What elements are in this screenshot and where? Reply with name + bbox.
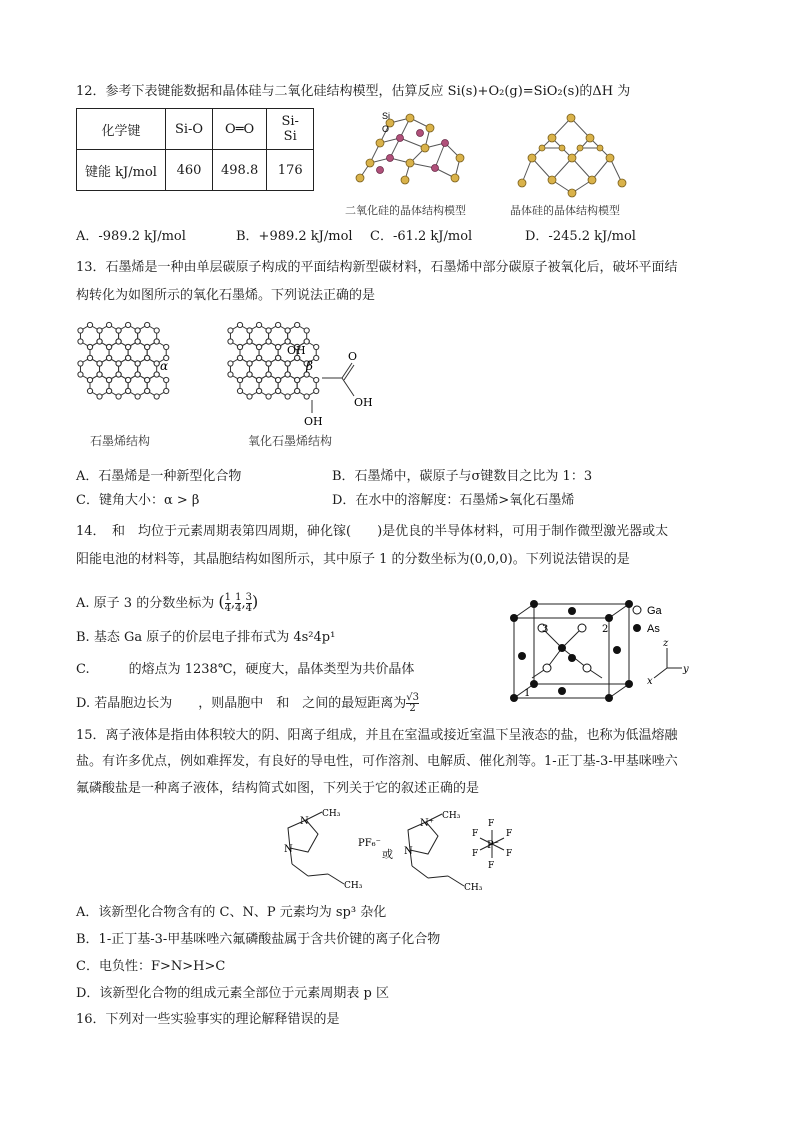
- graphene-oxide-caption: 氧化石墨烯结构: [248, 434, 333, 448]
- carbon-atom: [285, 361, 290, 366]
- carbon-atom: [314, 377, 319, 382]
- q14-stem-line1: 14． 和 均位于元素周期表第四周期，砷化镓( )是优良的半导体材料，可用于制作微型激光器或太: [76, 524, 669, 539]
- q13-stem-line2: 构转化为如图所示的氧化石墨烯。下列说法正确的是: [76, 288, 376, 303]
- carbon-atom: [247, 339, 252, 344]
- carbon-atom: [154, 339, 159, 344]
- carbon-atom: [106, 377, 111, 382]
- carbon-atom: [276, 322, 281, 327]
- carbon-atom: [164, 377, 169, 382]
- carbon-atom: [116, 361, 121, 366]
- carbon-atom: [247, 328, 252, 333]
- carbon-atom: [314, 355, 319, 360]
- f-label: F: [472, 849, 479, 859]
- carbon-ring: [109, 375, 128, 397]
- oh-label-2: OH: [304, 415, 323, 428]
- carbon-atom: [247, 372, 252, 377]
- carbon-atom: [285, 394, 290, 399]
- carbon-atom: [237, 344, 242, 349]
- si-crystal-caption: 晶体硅的晶体结构模型: [510, 204, 620, 217]
- axis-x: x: [647, 676, 653, 687]
- carbon-atom: [154, 361, 159, 366]
- atom-label-3: 3: [542, 624, 549, 635]
- f-label: F: [472, 829, 479, 839]
- carbon-ring: [147, 375, 166, 397]
- carbon-atom: [314, 388, 319, 393]
- carbon-atom: [106, 355, 111, 360]
- carbon-atom: [78, 328, 83, 333]
- carbon-atom: [266, 361, 271, 366]
- carbon-atom: [106, 322, 111, 327]
- q14-option-c[interactable]: C. 的熔点为 1238℃，硬度大，晶体类型为共价晶体: [76, 662, 415, 677]
- q15-stem-line1: 15．离子液体是指由体积较大的阴、阳离子组成，并且在室温或接近室温下呈液态的盐，也称为低温熔融: [76, 728, 678, 743]
- carbon-atom: [276, 388, 281, 393]
- si-crystal-figure: [512, 108, 630, 200]
- carbon-atom: [116, 394, 121, 399]
- p-label: P⁻: [487, 840, 500, 851]
- n-left-top: N: [300, 816, 309, 827]
- carbon-atom: [135, 328, 140, 333]
- carbon-atom: [304, 394, 309, 399]
- q14-option-a-text: A. 原子 3 的分数坐标为: [76, 596, 215, 611]
- bond-energy-table: [76, 108, 314, 191]
- carbon-atom: [78, 339, 83, 344]
- ch3-left: CH₃: [322, 809, 341, 819]
- graphene-figure: [72, 318, 192, 416]
- carbon-atom: [256, 322, 261, 327]
- carbon-atom: [145, 377, 150, 382]
- table-header-cell: 化学键: [77, 109, 166, 150]
- q15-option-a[interactable]: A．该新型化合物含有的 C、N、P 元素均为 sp³ 杂化: [76, 905, 387, 920]
- table-cell: 键能 kJ/mol: [77, 150, 166, 191]
- ionic-liquid-structure-figure: [270, 806, 530, 894]
- q14-option-b[interactable]: B. 基态 Ga 原子的价层电子排布式为 4s²4p¹: [76, 630, 336, 645]
- carbon-atom: [295, 377, 300, 382]
- q12-option-d[interactable]: D．-245.2 kJ/mol: [525, 229, 636, 244]
- q16-stem: 16．下列对一些实验事实的理论解释错误的是: [76, 1012, 340, 1027]
- or-label: 或: [382, 848, 393, 861]
- q15-option-c[interactable]: C．电负性：F>N>H>C: [76, 959, 226, 974]
- f-label: F: [506, 849, 513, 859]
- carbon-atom: [126, 344, 131, 349]
- carbon-atom: [145, 322, 150, 327]
- atom-label-1: 1: [524, 688, 531, 699]
- f-label: F: [488, 819, 495, 829]
- q15-stem-line2: 盐。有许多优点，例如难挥发，有良好的导电性，可作溶剂、电解质、催化剂等。1-正丁基-3-甲基咪唑六: [76, 754, 678, 769]
- carbon-atom: [276, 344, 281, 349]
- n-right-top: N⁺: [420, 818, 435, 829]
- carbon-atom: [87, 322, 92, 327]
- axis-y: y: [683, 664, 689, 675]
- carbon-atom: [135, 372, 140, 377]
- carbon-atom: [247, 361, 252, 366]
- carbon-atom: [154, 394, 159, 399]
- carbon-ring: [240, 375, 259, 397]
- carbon-atom: [256, 344, 261, 349]
- carbon-atom: [256, 355, 261, 360]
- oh-label-1: OH: [287, 344, 306, 357]
- carbon-atom: [276, 355, 281, 360]
- carbon-atom: [87, 377, 92, 382]
- table-cell: 460: [166, 150, 213, 191]
- carbon-atom: [145, 388, 150, 393]
- graphene-caption: 石墨烯结构: [90, 434, 151, 448]
- q14-stem-line2: 阳能电池的材料等，其晶胞结构如图所示，其中原子 1 的分数坐标为(0,0,0)。下列说法错误的是: [76, 552, 630, 567]
- carbon-atom: [295, 388, 300, 393]
- q14-option-d[interactable]: D. 若晶胞边长为 ，则晶胞中 和 之间的最短距离为 $\frac{√3}{2}$: [76, 692, 419, 714]
- carbon-atom: [116, 328, 121, 333]
- legend-ga: Ga: [647, 605, 662, 617]
- carbon-atom: [97, 394, 102, 399]
- carbon-atom: [106, 344, 111, 349]
- carbon-atom: [116, 339, 121, 344]
- o-label: O: [348, 350, 358, 363]
- f-label: F: [506, 829, 513, 839]
- carbon-atom: [97, 328, 102, 333]
- carbon-atom: [135, 339, 140, 344]
- carbon-atom: [266, 328, 271, 333]
- carbon-atom: [228, 361, 233, 366]
- gaas-unit-cell-figure: [502, 598, 692, 708]
- q12-option-b[interactable]: B．+989.2 kJ/mol: [236, 229, 353, 244]
- carbon-atom: [97, 339, 102, 344]
- carbon-atom: [228, 372, 233, 377]
- carbon-atom: [266, 339, 271, 344]
- cooh-oh-label: OH: [354, 396, 373, 409]
- o-label: O: [382, 124, 390, 134]
- carbon-atom: [135, 361, 140, 366]
- f-label: F: [488, 861, 495, 871]
- n-right-bot: N: [404, 846, 413, 857]
- table-header-cell: Si-O: [166, 109, 213, 150]
- tail-right: CH₃: [464, 883, 483, 893]
- table-cell: 498.8: [213, 150, 267, 191]
- q13-option-a[interactable]: A．石墨烯是一种新型化合物: [76, 469, 242, 484]
- carbon-ring: [128, 375, 147, 397]
- q12-stem: 12．参考下表键能数据和晶体硅与二氧化硅结构模型，估算反应 Si(s)+O₂(g)=SiO₂(s)的ΔH 为: [76, 84, 631, 99]
- carbon-atom: [285, 372, 290, 377]
- q13-stem-line1: 13．石墨烯是一种由单层碳原子构成的平面结构新型碳材料，石墨烯中部分碳原子被氧化后，破坏平面结: [76, 260, 678, 275]
- q15-option-d[interactable]: D．该新型化合物的组成元素全部位于元素周期表 p 区: [76, 986, 390, 1001]
- axis-z: z: [663, 638, 669, 649]
- carbon-atom: [87, 388, 92, 393]
- carbon-ring: [259, 375, 278, 397]
- carbon-atom: [145, 344, 150, 349]
- carbon-atom: [78, 361, 83, 366]
- carbon-atom: [87, 344, 92, 349]
- sio2-structure-figure: [350, 108, 480, 200]
- carbon-atom: [164, 344, 169, 349]
- carbon-atom: [126, 377, 131, 382]
- carbon-atom: [116, 372, 121, 377]
- carbon-atom: [228, 339, 233, 344]
- q13-option-b[interactable]: B．石墨烯中，碳原子与σ键数目之比为 1：3: [332, 469, 593, 484]
- carbon-ring: [278, 375, 297, 397]
- carbon-atom: [228, 328, 233, 333]
- carbon-atom: [256, 377, 261, 382]
- table-header-cell: Si-Si: [267, 109, 314, 150]
- carbon-atom: [237, 388, 242, 393]
- carbon-atom: [237, 322, 242, 327]
- carbon-atom: [135, 394, 140, 399]
- carbon-ring: [297, 375, 316, 397]
- carbon-atom: [126, 355, 131, 360]
- carbon-atom: [97, 372, 102, 377]
- n-left-bot: N: [284, 844, 293, 855]
- carbon-atom: [106, 388, 111, 393]
- table-header-cell: O═O: [213, 109, 267, 150]
- carbon-atom: [285, 328, 290, 333]
- carbon-atom: [87, 355, 92, 360]
- carbon-atom: [78, 372, 83, 377]
- q12-option-a[interactable]: A．-989.2 kJ/mol: [76, 229, 186, 244]
- graphene-oxide-figure: [222, 318, 382, 430]
- carbon-atom: [145, 355, 150, 360]
- carbon-atom: [126, 388, 131, 393]
- carbon-atom: [266, 372, 271, 377]
- carbon-atom: [295, 322, 300, 327]
- carbon-atom: [154, 372, 159, 377]
- q15-option-b[interactable]: B．1-正丁基-3-甲基咪唑六氟磷酸盐属于含共价键的离子化合物: [76, 932, 441, 947]
- q13-option-c[interactable]: C．键角大小：α > β: [76, 493, 200, 508]
- carbon-atom: [314, 344, 319, 349]
- carbon-atom: [266, 394, 271, 399]
- pf6-label: PF₆⁻: [358, 838, 381, 849]
- sio2-caption: 二氧化硅的晶体结构模型: [345, 204, 466, 217]
- alpha-label: α: [160, 359, 169, 373]
- carbon-atom: [247, 394, 252, 399]
- q14-option-d-text: D. 若晶胞边长为 ，则晶胞中 和 之间的最短距离为: [76, 696, 407, 711]
- tail-left: CH₃: [344, 881, 363, 891]
- carbon-ring: [90, 375, 109, 397]
- table-cell: 176: [267, 150, 314, 191]
- carbon-atom: [304, 328, 309, 333]
- carbon-atom: [256, 388, 261, 393]
- atom-label-2: 2: [602, 624, 609, 635]
- ch3-right: CH₃: [442, 811, 461, 821]
- carbon-atom: [97, 361, 102, 366]
- q14-option-a[interactable]: A. 原子 3 的分数坐标为 ( $\frac{1}{4}$ , $\frac{1}{4}$ , $\frac{3}{4}$ ): [76, 592, 259, 614]
- q13-option-d[interactable]: D．在水中的溶解度：石墨烯>氧化石墨烯: [332, 493, 575, 508]
- carbon-atom: [164, 388, 169, 393]
- legend-as: As: [647, 623, 660, 635]
- carbon-atom: [237, 377, 242, 382]
- carbon-atom: [126, 322, 131, 327]
- carbon-atom: [237, 355, 242, 360]
- q12-option-c[interactable]: C．-61.2 kJ/mol: [370, 229, 473, 244]
- carbon-atom: [276, 377, 281, 382]
- q15-stem-line3: 氟磷酸盐是一种离子液体，结构简式如图，下列关于它的叙述正确的是: [76, 781, 480, 796]
- beta-label: β: [306, 359, 313, 373]
- si-label: Si: [382, 111, 391, 121]
- carbon-atom: [154, 328, 159, 333]
